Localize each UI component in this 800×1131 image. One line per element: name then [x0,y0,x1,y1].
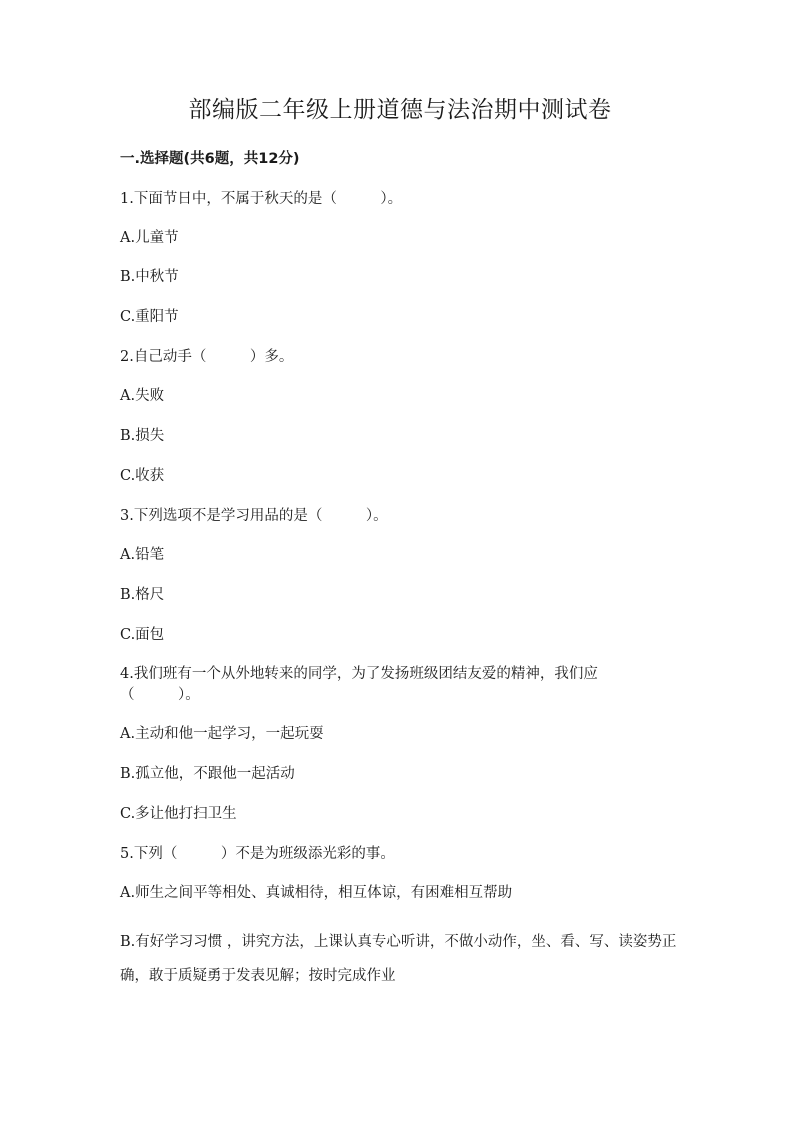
question-3-stem: 3.下列选项不是学习用品的是（ ）。 [120,508,388,524]
question-4-option-c: C.多让他打扫卫生 [120,806,237,822]
question-4-option-b: B.孤立他，不跟他一起活动 [120,766,295,782]
question-1-option-c: C.重阳节 [120,309,179,325]
section-heading: 一.选择题(共6题，共12分) [120,151,300,167]
question-2-option-b: B.损失 [120,428,165,444]
question-1-stem: 1.下面节日中，不属于秋天的是（ ）。 [120,191,403,207]
question-3-option-c: C.面包 [120,627,165,643]
question-3-option-b: B.格尺 [120,587,165,603]
page-title: 部编版二年级上册道德与法治期中测试卷 [188,97,612,123]
question-2-stem: 2.自己动手（ ）多。 [120,349,294,365]
question-1-option-a: A.儿童节 [120,230,179,246]
question-5-stem: 5.下列（ ）不是为班级添光彩的事。 [120,846,395,862]
question-4-option-a: A.主动和他一起学习，一起玩耍 [120,726,324,742]
question-1-option-b: B.中秋节 [120,269,179,285]
question-3-option-a: A.铅笔 [120,547,165,563]
question-5-option-a: A.师生之间平等相处、真诚相待，相互体谅，有困难相互帮助 [120,885,513,901]
question-4-stem-line-2: （ ）。 [120,687,200,703]
question-5-option-b: B.有好学习习惯 ，讲究方法，上课认真专心听讲，不做小动作，坐、看、写、读姿势正确，敢于质疑勇于发表见解；按时完成作业 [120,934,677,984]
question-2-option-c: C.收获 [120,468,165,484]
question-2-option-a: A.失败 [120,388,165,404]
question-4-stem-line-1: 4.我们班有一个从外地转来的同学，为了发扬班级团结友爱的精神，我们应 [120,666,598,682]
